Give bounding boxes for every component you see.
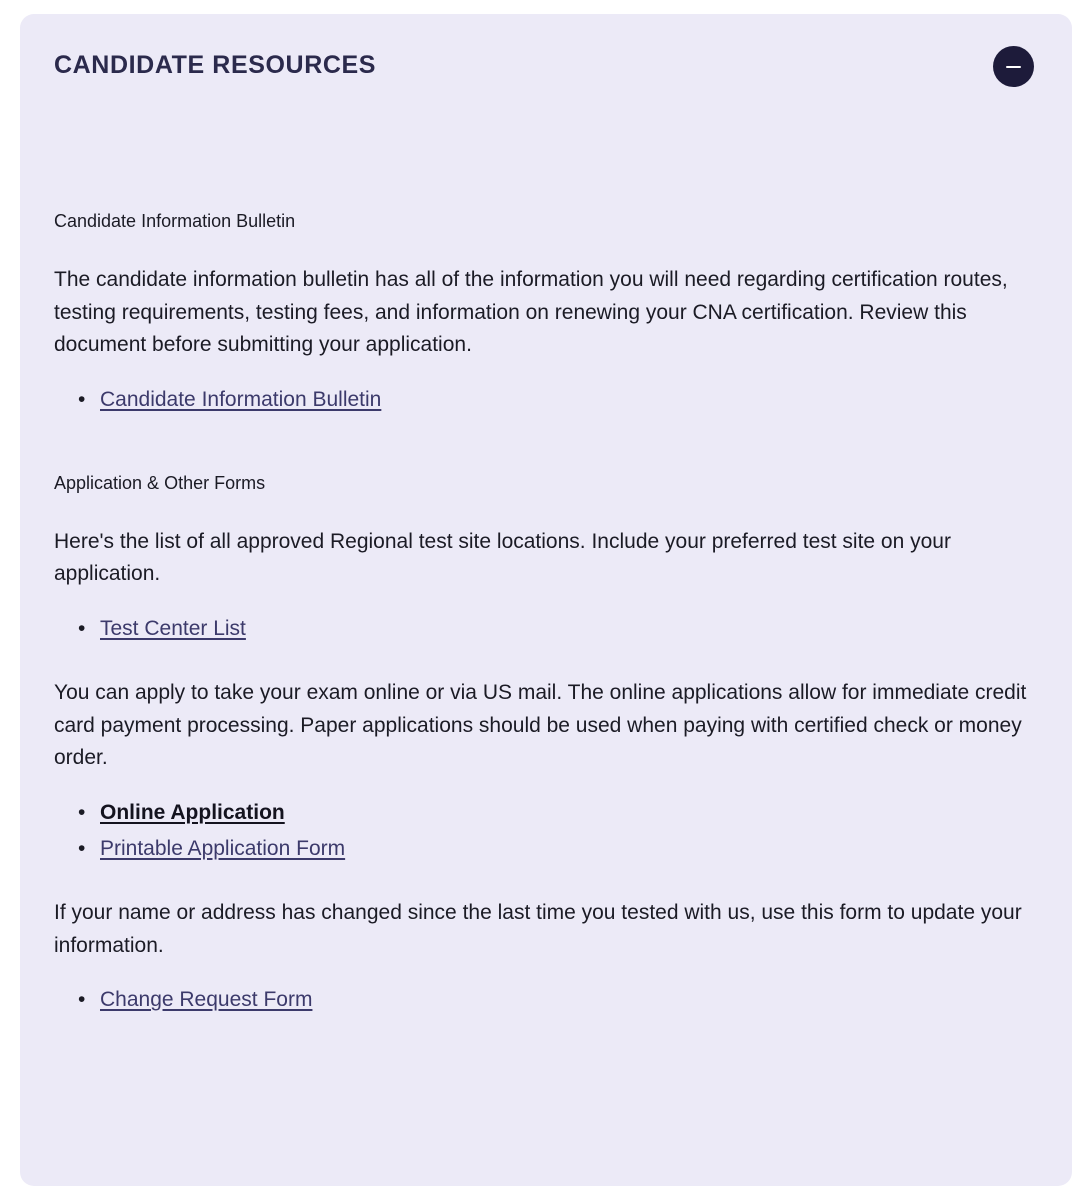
section-application-and-other-forms [54, 470, 1038, 1018]
panel-body [20, 122, 1072, 1018]
section-paragraph: The candidate information bulletin has all of the information you will need regarding certification routes, testing requirements, testing fees, and information on renewing your CNA certification. Review this document before submitting your application. [54, 268, 1008, 357]
section-paragraph: Here's the list of all approved Regional test site locations. Include your preferred test site on your application. [54, 529, 951, 586]
section-paragraph-3: If your name or address has changed since the last time you tested with us, use this form to update your information. [54, 901, 1022, 957]
paragraph-spacer [54, 867, 1038, 897]
resource-link-list [54, 382, 1038, 418]
link-test-center-list[interactable]: Test Center List [100, 617, 246, 641]
section-spacer [54, 418, 1038, 470]
list-item [100, 982, 1038, 1018]
section-candidate-information-bulletin [54, 208, 1038, 418]
paragraph-spacer [54, 647, 1038, 677]
list-item [100, 795, 1038, 831]
link-printable-application-form[interactable]: Printable Application Form [100, 836, 346, 860]
link-candidate-information-bulletin[interactable]: Candidate Information Bulletin [100, 387, 382, 411]
resource-link-list-2 [54, 795, 1038, 867]
panel-header [20, 14, 1072, 122]
link-change-request-form[interactable]: Change Request Form [100, 988, 313, 1012]
page-title: CANDIDATE RESOURCES [54, 51, 377, 79]
collapse-panel-button[interactable] [993, 46, 1034, 87]
list-item [100, 831, 1038, 867]
resource-link-list-3 [54, 982, 1038, 1018]
section-label: Application & Other Forms [54, 472, 266, 493]
link-online-application[interactable]: Online Application [100, 800, 285, 824]
list-item [100, 611, 1038, 647]
candidate-resources-panel [20, 14, 1072, 1186]
section-label: Candidate Information Bulletin [54, 211, 296, 231]
minus-icon [1006, 66, 1021, 68]
resource-link-list [54, 611, 1038, 647]
section-paragraph-2: You can apply to take your exam online or via US mail. The online applications allow for immediate credit card payment processing. Paper applications should be used when paying with certified check or money order. [54, 681, 1027, 770]
list-item [100, 382, 1038, 418]
